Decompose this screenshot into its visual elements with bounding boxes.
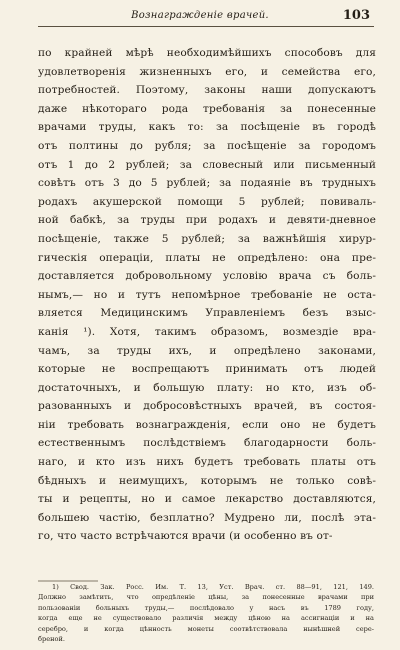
body-line: го, что часто встрѣчаются врачи (и особенно въ от-	[38, 530, 333, 543]
body-line: естественнымъ послѣдствіемъ благодарности боль-	[38, 437, 376, 450]
page-header	[0, 8, 400, 26]
header-rule	[38, 26, 374, 27]
body-line: врачами труды, какъ то: за посѣщеніе въ городѣ	[38, 121, 376, 134]
body-line: потребностей. Поэтому, законы наши допускаютъ	[38, 84, 376, 97]
footnote-line: пользованіи больныхъ труды,— послѣдовало у насъ въ 1789 году,	[38, 603, 374, 612]
body-line: достаточныхъ, и большую плату: но кто, изъ об-	[38, 381, 376, 394]
running-title: Вознагражденіе врачей.	[131, 10, 269, 21]
body-line: канія ¹). Хотя, такимъ образомъ, возмездіе вра-	[38, 325, 376, 338]
body-line: отъ полтины до рубля; за посѣщеніе за городомъ	[38, 139, 376, 152]
footnote-line: бреной.	[38, 635, 65, 644]
body-line: бѣдныхъ и неимущихъ, которымъ не только совѣ-	[38, 474, 376, 487]
footnote-line: 1) Свод. Зак. Росс. Им. Т. 13, Уст. Врач. ст. 88—91, 121, 149.	[52, 583, 374, 591]
footnote-line: Должно замѣтить, что опредѣленіе цѣны, за понесенные врачами при	[38, 593, 374, 602]
body-line: разованныхъ и добросовѣстныхъ врачей, въ состоя-	[38, 400, 376, 413]
body-line: отъ 1 до 2 рублей; за словесный или письменный	[38, 158, 376, 171]
body-line: даже нѣкотораго рода требованія за понесенные	[38, 102, 376, 115]
body-line: гическія операціи, платы не опредѣлено: она пре-	[38, 251, 376, 264]
footnote-line: когда еще не существовало различія между цѣною на ассигнаціи и на	[38, 614, 374, 623]
body-line: наго, и кто изъ нихъ будетъ требовать платы отъ	[38, 456, 376, 469]
footnote	[38, 582, 374, 644]
body-line: ніи требовать вознагражденія, если оно не будетъ	[38, 418, 376, 431]
body-line: чамъ, за труды ихъ, и опредѣлено законами,	[38, 344, 376, 357]
body-line: ты и рецепты, но и самое лекарство доставляются,	[38, 493, 376, 506]
body-line: большею частію, безплатно? Мудрено ли, послѣ эта-	[38, 511, 376, 524]
body-line: совѣтъ отъ 3 до 5 рублей; за подаяніе въ трудныхъ	[38, 177, 376, 190]
body-line: удовлетворенія жизненныхъ его, и семейства его,	[38, 65, 376, 78]
body-line: нымъ,— но и тутъ непомѣрное требованіе не оста-	[38, 288, 376, 301]
body-line: родахъ акушерской помощи 5 рублей; повиваль-	[38, 195, 376, 208]
page-number: 103	[342, 8, 370, 23]
body-line: доставляется добровольному условію врача съ боль-	[38, 270, 376, 283]
body-line: вляется Медицинскимъ Управленіемъ безъ взыс-	[38, 307, 376, 320]
body-line: ной бабкѣ, за труды при родахъ и девяти-дневное	[38, 214, 376, 227]
footnote-line: серебро, и когда цѣнность монеты соотвѣтствовала нынѣшней сере-	[38, 624, 374, 633]
body-line: посѣщеніе, также 5 рублей; за важнѣйшія хирур-	[38, 232, 376, 245]
body-text	[38, 44, 376, 546]
body-line: по крайней мѣрѣ необходимѣйшихъ способовъ для	[38, 47, 376, 59]
body-line: которые не воспрещаютъ принимать отъ людей	[38, 363, 376, 376]
